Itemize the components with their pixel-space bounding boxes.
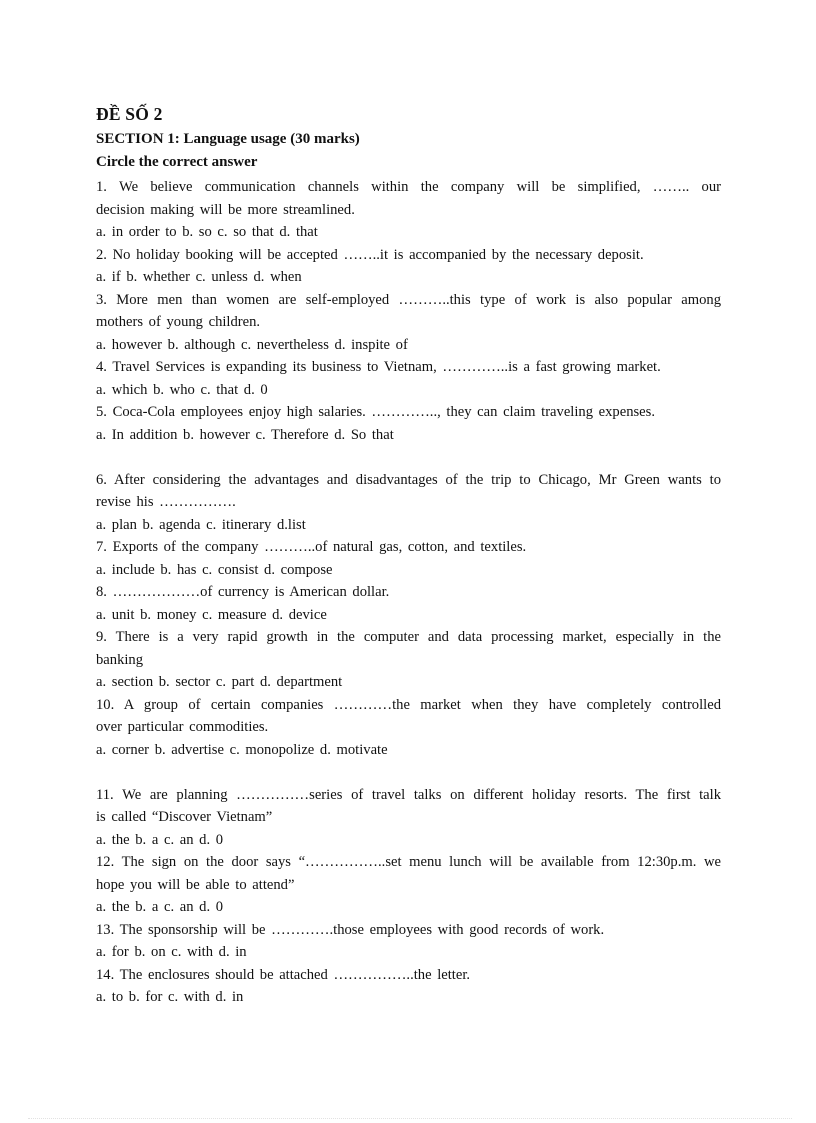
question-text: 9. There is a very rapid growth in the computer and data processing market, especially in the <box>96 629 721 645</box>
page-footer-rule <box>28 1118 792 1119</box>
answer-options: a. in order to b. so c. so that d. that <box>96 224 318 240</box>
answer-options: a. which b. who c. that d. 0 <box>96 381 268 398</box>
question-text: is called “Discover Vietnam” <box>96 809 273 825</box>
answer-options: a. corner b. advertise c. monopolize d. motivate <box>96 741 388 758</box>
question-text: 5. Coca-Cola employees enjoy high salaries. ………….., they can claim traveling expenses. <box>96 404 655 420</box>
question-text: mothers of young children. <box>96 314 261 330</box>
question-text: 3. More men than women are self-employed ………..this type of work is also popular among <box>96 291 721 308</box>
question-text: 13. The sponsorship will be ………….those employees with good records of work. <box>96 921 605 938</box>
question-list <box>96 176 721 1009</box>
answer-options: a. include b. has c. consist d. compose <box>96 561 333 578</box>
question-text: 12. The sign on the door says “……………..set menu lunch will be available from 12:30p.m. we <box>96 854 721 870</box>
question-text: 11. We are planning ……………series of travel talks on different holiday resorts. The first talk <box>96 786 721 803</box>
question-text: over particular commodities. <box>96 719 269 735</box>
question-text: hope you will be able to attend” <box>96 876 295 893</box>
answer-options: a. section b. sector c. part d. department <box>96 674 343 690</box>
blank-line <box>96 761 721 784</box>
question-text: 4. Travel Services is expanding its business to Vietnam, …………..is a fast growing market. <box>96 359 661 375</box>
question-text: 7. Exports of the company ………..of natural gas, cotton, and textiles. <box>96 539 527 555</box>
question-text: decision making will be more streamlined. <box>96 201 355 218</box>
question-text: 2. No holiday booking will be accepted ……..it is accompanied by the necessary deposit. <box>96 246 644 263</box>
answer-options: a. In addition b. however c. Therefore d. So that <box>96 426 394 443</box>
answer-options: a. the b. a c. an d. 0 <box>96 831 224 848</box>
blank-line <box>96 446 721 469</box>
answer-options: a. to b. for c. with d. in <box>96 989 244 1005</box>
question-text: revise his ……………. <box>96 494 236 510</box>
answer-options: a. unit b. money c. measure d. device <box>96 606 327 623</box>
section-heading: SECTION 1: Language usage (30 marks) <box>96 131 360 147</box>
question-text: 6. After considering the advantages and disadvantages of the trip to Chicago, Mr Green wants to <box>96 471 721 488</box>
question-text: banking <box>96 651 144 668</box>
question-text: 14. The enclosures should be attached ……………..the letter. <box>96 966 471 983</box>
instruction-text: Circle the correct answer <box>96 154 258 170</box>
answer-options: a. however b. although c. nevertheless d. inspite of <box>96 336 408 353</box>
answer-options: a. for b. on c. with d. in <box>96 944 247 960</box>
document-title: ĐỀ SỐ 2 <box>96 104 163 124</box>
answer-options: a. plan b. agenda c. itinerary d.list <box>96 516 306 533</box>
answer-options: a. if b. whether c. unless d. when <box>96 269 302 285</box>
question-text: 8. ………………of currency is American dollar. <box>96 584 390 600</box>
question-text: 10. A group of certain companies …………the market when they have completely controlled <box>96 696 721 713</box>
question-text: 1. We believe communication channels within the company will be simplified, …….. our <box>96 179 721 195</box>
answer-options: a. the b. a c. an d. 0 <box>96 899 224 915</box>
